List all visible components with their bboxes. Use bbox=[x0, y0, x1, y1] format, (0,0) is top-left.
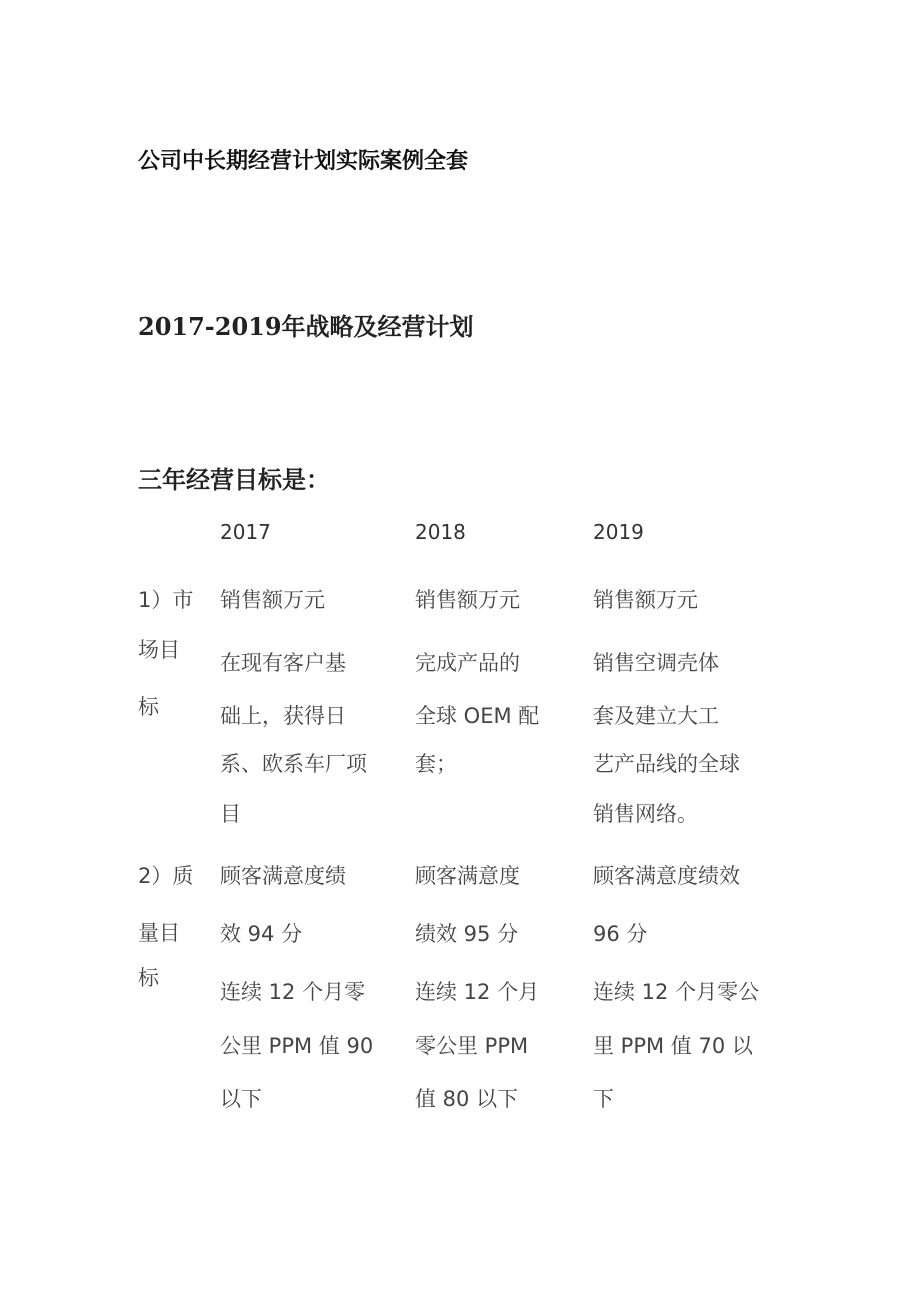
row-label-line: 1）市 bbox=[138, 588, 194, 612]
cell-line: 销售额万元 bbox=[415, 588, 520, 612]
cell-line: 系、欧系车厂项 bbox=[220, 752, 367, 776]
cell-line: 里 PPM 值 70 以 bbox=[593, 1034, 753, 1058]
cell-line: 全球 OEM 配 bbox=[415, 704, 540, 728]
cell-line: 础上，获得日 bbox=[220, 704, 346, 728]
row-label-line: 标 bbox=[138, 695, 159, 719]
cell-line: 完成产品的 bbox=[415, 651, 520, 675]
cell-line: 以下 bbox=[220, 1087, 262, 1111]
row-label-line: 2）质 bbox=[138, 864, 194, 888]
cell-line: 销售网络。 bbox=[593, 802, 698, 826]
cell-line: 连续 12 个月零公 bbox=[593, 980, 760, 1004]
cell-line: 套； bbox=[415, 752, 457, 776]
plan-heading: 2017-2019年战略及经营计划 bbox=[138, 312, 474, 341]
cell-line: 套及建立大工 bbox=[593, 704, 719, 728]
cell-line: 连续 12 个月 bbox=[415, 980, 540, 1004]
cell-line: 连续 12 个月零 bbox=[220, 980, 366, 1004]
cell-line: 在现有客户基 bbox=[220, 651, 346, 675]
cell-line: 顾客满意度绩效 bbox=[593, 864, 740, 888]
cell-line: 艺产品线的全球 bbox=[593, 752, 740, 776]
cell-line: 顾客满意度 bbox=[415, 864, 520, 888]
cell-line: 目 bbox=[220, 802, 241, 826]
document-title: 公司中长期经营计划实际案例全套 bbox=[138, 149, 469, 174]
cell-line: 顾客满意度绩 bbox=[220, 864, 346, 888]
cell-line: 公里 PPM 值 90 bbox=[220, 1034, 374, 1058]
cell-line: 零公里 PPM bbox=[415, 1034, 529, 1058]
year-header-2019: 2019 bbox=[593, 520, 644, 544]
cell-line: 效 94 分 bbox=[220, 922, 303, 946]
row-label-line: 标 bbox=[138, 966, 159, 990]
cell-line: 值 80 以下 bbox=[415, 1087, 519, 1111]
cell-line: 销售额万元 bbox=[220, 588, 325, 612]
row-label-line: 场目 bbox=[138, 638, 180, 662]
row-label-line: 量目 bbox=[138, 921, 180, 945]
cell-line: 96 分 bbox=[593, 922, 648, 946]
year-header-2018: 2018 bbox=[415, 520, 466, 544]
cell-line: 销售额万元 bbox=[593, 588, 698, 612]
cell-line: 绩效 95 分 bbox=[415, 922, 519, 946]
cell-line: 下 bbox=[593, 1087, 614, 1111]
section-heading: 三年经营目标是： bbox=[138, 466, 330, 494]
year-header-2017: 2017 bbox=[220, 520, 271, 544]
cell-line: 销售空调壳体 bbox=[593, 651, 719, 675]
